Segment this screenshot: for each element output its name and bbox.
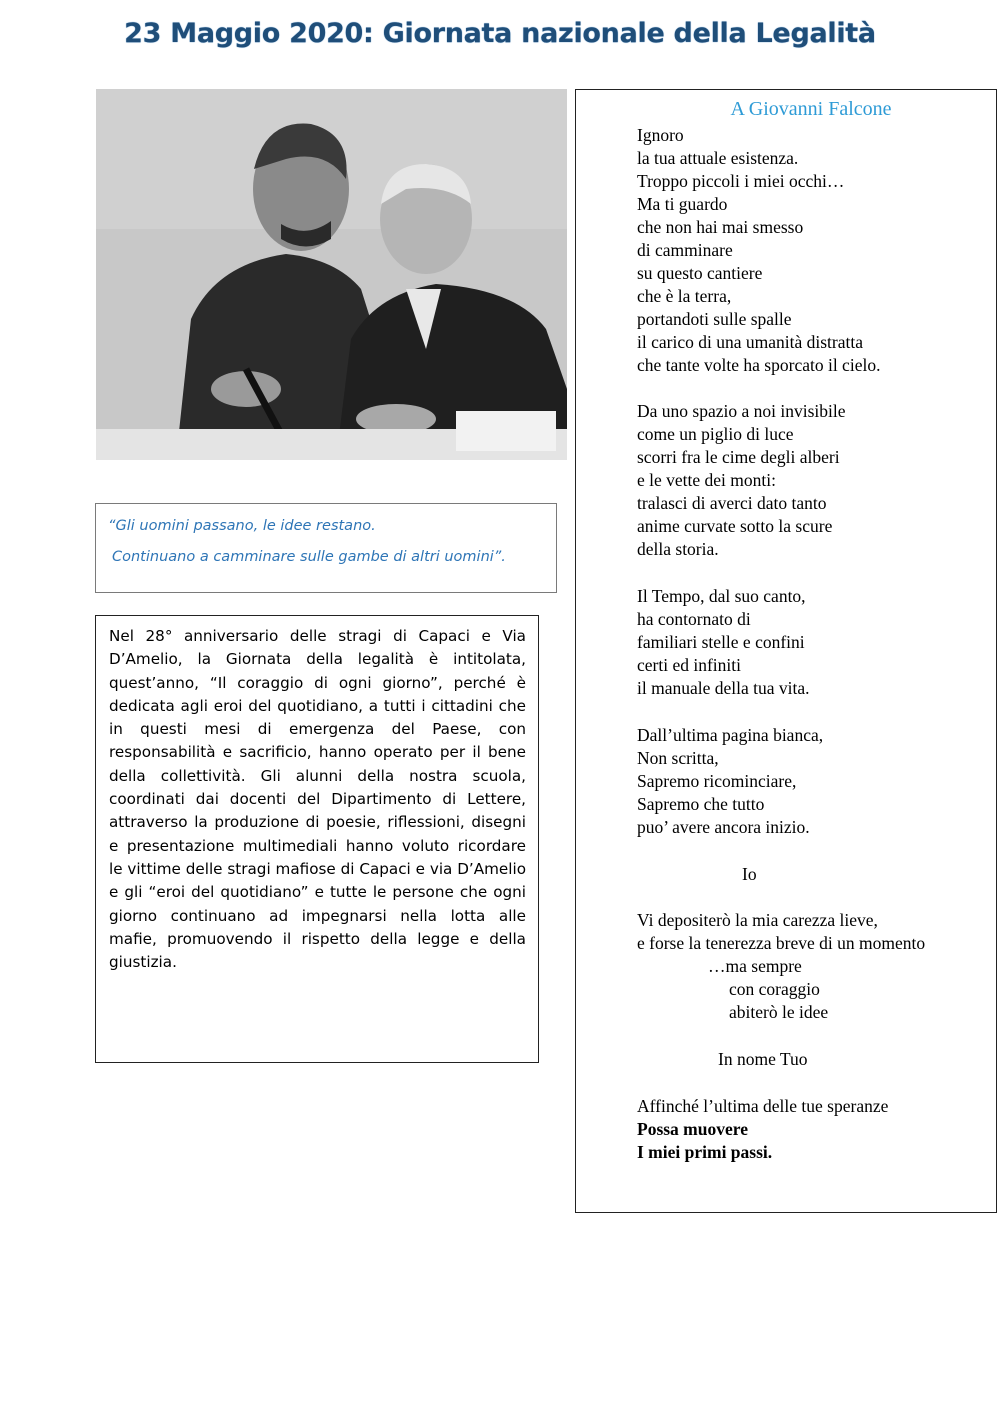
poem-box	[575, 89, 997, 1213]
poem-line: di camminare	[637, 240, 733, 260]
poem-line: abiterò le idee	[729, 1002, 829, 1022]
poem-line: come un piglio di luce	[637, 424, 794, 444]
poem-line: Sapremo che tutto	[637, 794, 765, 814]
poem-line: Vi depositerò la mia carezza lieve,	[637, 910, 878, 930]
poem-line: Ma ti guardo	[637, 194, 728, 214]
poem-line: In nome Tuo	[718, 1049, 808, 1069]
body-paragraph: Nel 28° anniversario delle stragi di Capaci e Via D’Amelio, la Giornata della legalità è intitolata, quest’anno, “Il coraggio di ogni giorno”, perché è dedicata agli eroi del quotidiano, a tutti i cittadini che in questi mesi di emergenza del Paese, con responsabilità e sacrificio, hanno operato per il bene della collettività. Gli alunni della nostra scuola, coordinati dai docenti del Dipartimento di Lettere, attraverso la produzione di poesie, riflessioni, disegni e presentazione multimediali hanno voluto ricordare le vittime delle stragi mafiose di Capaci e via D’Amelio e gli “eroi del quotidiano” e tutte le persone che ogni giorno continuano ad impegnarsi nella lotta alle mafie, promuovendo il rispetto della legge e della giustizia.	[109, 627, 526, 972]
quote-box	[95, 503, 557, 593]
poem-line: anime curvate sotto la scure	[637, 516, 833, 536]
poem-line: …ma sempre	[708, 956, 802, 976]
poem-line: portandoti sulle spalle	[637, 309, 792, 329]
poem-line: su questo cantiere	[637, 263, 763, 283]
poem-line: che è la terra,	[637, 286, 732, 306]
poem-line: della storia.	[637, 539, 719, 559]
quote-line-2: Continuano a camminare sulle gambe di altri uomini”.	[112, 549, 506, 565]
poem-line: certi ed infiniti	[637, 655, 741, 675]
poem-title: A Giovanni Falcone	[730, 98, 892, 120]
poem-line: Sapremo ricominciare,	[637, 771, 797, 791]
photo-falcone-borsellino	[96, 89, 567, 460]
poem-line: e le vette dei monti:	[637, 470, 776, 490]
poem-line: il carico di una umanità distratta	[637, 332, 863, 352]
poem-line: la tua attuale esistenza.	[637, 148, 799, 168]
poem-line: familiari stelle e confini	[637, 632, 805, 652]
body-text-box	[95, 615, 539, 1063]
poem-line: Io	[742, 864, 757, 884]
poem-line: Da uno spazio a noi invisibile	[637, 401, 846, 421]
poem-line: Dall’ultima pagina bianca,	[637, 725, 824, 745]
poem-line: tralasci di averci dato tanto	[637, 493, 827, 513]
poem-line: Troppo piccoli i miei occhi…	[637, 171, 845, 191]
poem-line: con coraggio	[729, 979, 820, 999]
poem-line: Ignoro	[637, 125, 684, 145]
poem-line: che non hai mai smesso	[637, 217, 804, 237]
poem-line: Affinché l’ultima delle tue speranze	[637, 1096, 889, 1116]
poem-line: scorri fra le cime degli alberi	[637, 447, 840, 467]
poem-line: che tante volte ha sporcato il cielo.	[637, 355, 881, 375]
poem-line: I miei primi passi.	[637, 1142, 773, 1162]
poem-line: e forse la tenerezza breve di un momento	[637, 933, 926, 953]
quote-line-1: “Gli uomini passano, le idee restano.	[108, 518, 376, 534]
page-title: 23 Maggio 2020: Giornata nazionale della Legalità	[124, 18, 876, 49]
poem-line: Il Tempo, dal suo canto,	[637, 586, 806, 606]
poem-line: Non scritta,	[637, 748, 719, 768]
poem-line: Possa muovere	[637, 1119, 748, 1139]
poem-line: il manuale della tua vita.	[637, 678, 810, 698]
poem-line: ha contornato di	[637, 609, 751, 629]
poem-line: puo’ avere ancora inizio.	[637, 817, 810, 837]
